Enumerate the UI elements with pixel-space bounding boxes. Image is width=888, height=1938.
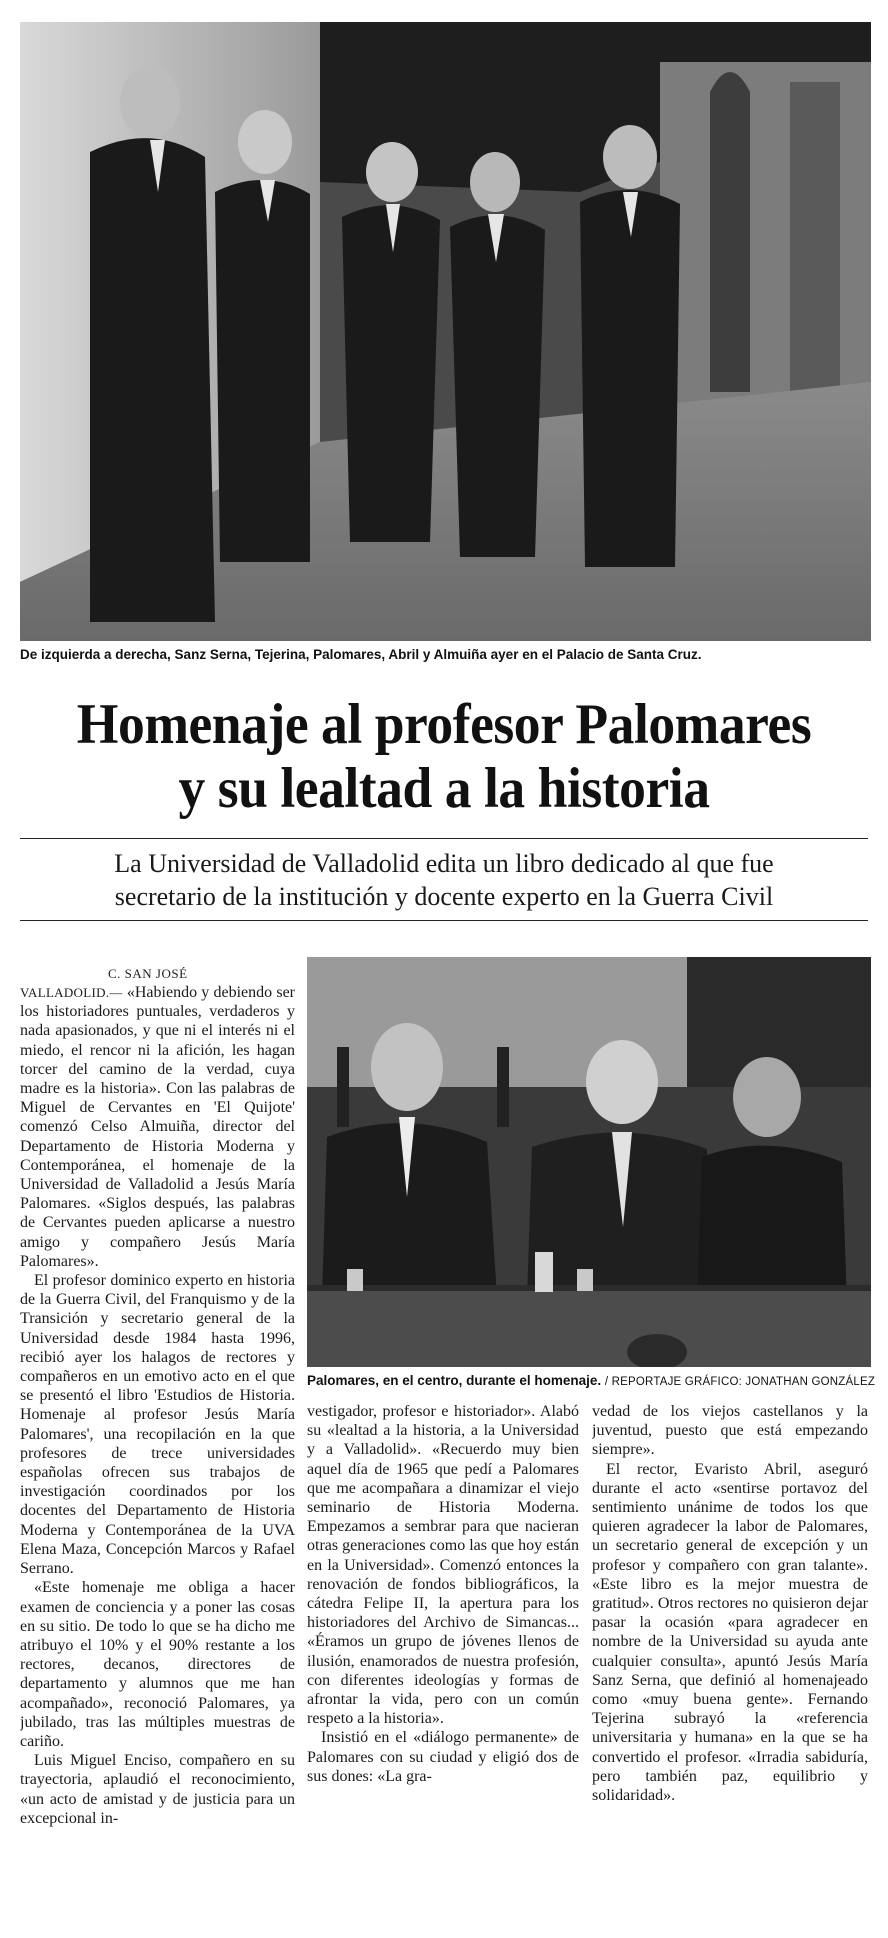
- ceremony-photo: [307, 957, 871, 1367]
- headline-line-1: Homenaje al profesor Palomares: [76, 693, 812, 756]
- paragraph: Luis Miguel Enciso, compañero en su trayectoria, aplaudió el reconocimiento, «un acto de amistad y de justicia para un excepcional in-: [20, 1752, 295, 1827]
- ceremony-caption-text: Palomares, en el centro, durante el homenaje.: [307, 1373, 602, 1388]
- article-column-3: [592, 1402, 868, 1932]
- top-photo-caption: De izquierda a derecha, Sanz Serna, Tejerina, Palomares, Abril y Almuiña ayer en el Palacio de Santa Cruz.: [20, 647, 702, 662]
- article-column-1: [20, 983, 295, 1933]
- ceremony-photo-illustration: [307, 957, 871, 1367]
- paragraph: El rector, Evaristo Abril, aseguró durante el acto «sentirse portavoz del sentimiento unánime de todos los que quieren agradecer la labor de Palomares, un secretario general de excepción y un profesor y compañero con gran talante». «Este libro es la mejor muestra de gratitud». Otros rectores no quisieron dejar pasar la ocasión «para agradecer en nombre de la Universidad su ayuda ante cualquier consulta», apuntó Jesús María Sanz Serna, que definió al homenajeado como «muy buena gente». Fernando Tejerina subrayó la «referencia universitaria y humana» en la que se ha convertido el profesor. «Irradia sabiduría, pero también paz, equilibrio y solidaridad».: [592, 1460, 868, 1805]
- paragraph: vestigador, profesor e historiador». Alabó su «lealtad a la historia, a la Universidad y a Valladolid». «Recuerdo muy bien aquel día de 1965 que pedí a Palomares que me acompañara a dinamizar el viejo seminario de Historia Moderna. Empezamos a sembrar para que nacieran otras generaciones como las que hoy están en la Universidad». Comenzó entonces la renovación de fondos bibliográficos, la cátedra Felipe II, la apertura para los historiadores del Archivo de Simancas... «Éramos un grupo de jóvenes llenos de ilusión, enamorados de nuestra profesión, con diferentes ideologías y formas de afrontar la vida, pero con un común respeto a la historia».: [307, 1403, 579, 1728]
- paragraph: El profesor dominico experto en historia de la Guerra Civil, del Franquismo y de la Transición y secretario general de la Universidad desde 1984 hasta 1996, recibió ayer los halagos de rectores y compañeros en un emotivo acto en el que se presentó el libro 'Estudios de Historia. Homenaje al profesor Jesús María Palomares', una recopilación en la que profesores de trece universidades españolas ofrecen sus trabajos de investigación coordinados por los docentes del Departamento de Historia Moderna y Contemporánea de la UVA Elena Maza, Concepción Marcos y Rafael Serrano.: [20, 1272, 295, 1578]
- dateline: VALLADOLID.—: [20, 985, 123, 1000]
- paragraph: «Este homenaje me obliga a hacer examen de conciencia y a poner las cosas en su sitio. De todo lo que se ha dicho me atribuyo el 10% y el 90% restante a los rectores, decanos, directores de departamento y alumnos que me han acompañado», reconoció Palomares, ya jubilado, tras las múltiples muestras de cariño.: [20, 1579, 295, 1750]
- subhead-top-rule: [20, 838, 868, 839]
- subheadline: [20, 847, 868, 913]
- top-photo: [20, 22, 871, 641]
- ceremony-photo-caption: [307, 1373, 875, 1388]
- paragraph: Insistió en el «diálogo permanente» de Palomares con su ciudad y eligió dos de sus dones: «La gra-: [307, 1729, 579, 1785]
- subheadline-line-1: La Universidad de Valladolid edita un libro dedicado al que fue: [114, 849, 774, 878]
- headline: [27, 693, 862, 821]
- subheadline-line-2: secretario de la institución y docente experto en la Guerra Civil: [114, 882, 774, 911]
- paragraph: VALLADOLID.— «Habiendo y debiendo ser los historiadores puntuales, verdaderos y nada apasionados, y que ni el interés ni el miedo, el rencor ni la afición, les hagan torcer del camino de la verdad, cuya madre es la historia». Con las palabras de Miguel de Cervantes en 'El Quijote' comenzó Celso Almuiña, director del Departamento de Historia Moderna y Contemporánea, el homenaje de la Universidad de Valladolid a Jesús María Palomares. «Siglos después, las palabras de Cervantes pueden aplicarse a nuestro amigo y compañero Jesús María Palomares».: [20, 984, 295, 1270]
- subhead-bottom-rule: [20, 920, 868, 921]
- photo-credit: / REPORTAJE GRÁFICO: JONATHAN GONZÁLEZ: [604, 1376, 876, 1388]
- headline-line-2: y su lealtad a la historia: [178, 757, 710, 820]
- byline: C. SAN JOSÉ: [108, 966, 188, 981]
- cloister-photo-illustration: [20, 22, 871, 641]
- paragraph: vedad de los viejos castellanos y la juventud, puesto que está empezando siempre».: [592, 1403, 868, 1459]
- article-column-2: [307, 1402, 579, 1932]
